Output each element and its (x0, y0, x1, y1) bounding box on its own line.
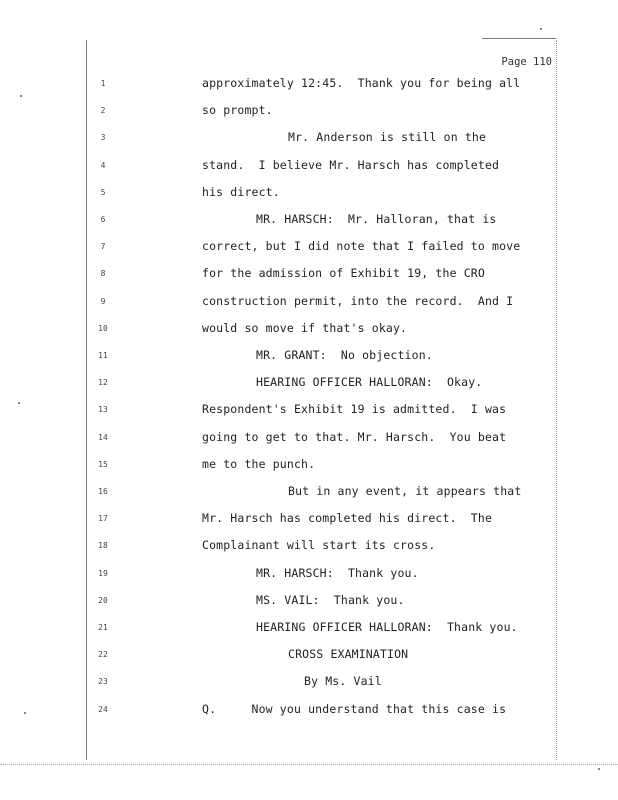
transcript-line (0, 348, 618, 364)
line-number: 13 (98, 405, 108, 415)
line-number: 10 (98, 323, 108, 333)
transcript-line (0, 239, 618, 255)
transcript-line (0, 294, 618, 310)
line-number: 21 (98, 623, 108, 632)
transcript-line (0, 647, 618, 663)
line-text: MR. GRANT: No objection. (256, 348, 433, 362)
transcript-line (0, 321, 618, 337)
line-text: HEARING OFFICER HALLORAN: Okay. (256, 375, 483, 390)
line-text: But in any event, it appears that (288, 484, 522, 498)
scan-speck (598, 768, 600, 770)
line-number: 3 (100, 133, 106, 143)
line-text: would so move if that's okay. (202, 320, 408, 335)
line-number: 7 (100, 242, 106, 252)
line-text: MS. VAIL: Thank you. (256, 592, 405, 607)
line-text: me to the punch. (202, 456, 316, 471)
line-number: 9 (100, 296, 106, 306)
transcript-line (0, 620, 618, 636)
transcript-line (0, 430, 618, 446)
line-number: 11 (98, 351, 108, 360)
transcript-line (0, 266, 618, 282)
line-number: 20 (98, 595, 108, 605)
line-text: Mr. Harsch has completed his direct. The (202, 511, 493, 526)
line-text: MR. HARSCH: Thank you. (256, 565, 419, 580)
scan-speck (24, 712, 26, 714)
scan-speck (18, 402, 20, 404)
line-text: Complainant will start its cross. (202, 538, 436, 553)
line-text: MR. HARSCH: Mr. Halloran, that is (256, 212, 497, 226)
line-number: 15 (98, 459, 108, 469)
transcript-line (0, 212, 618, 228)
transcript-line (0, 484, 618, 500)
line-number: 17 (98, 514, 108, 524)
line-number: 16 (98, 487, 108, 496)
line-number: 22 (98, 650, 108, 660)
transcript-line (0, 158, 618, 174)
transcript-line (0, 76, 618, 92)
line-number: 19 (98, 568, 108, 578)
line-number: 23 (98, 677, 108, 687)
line-number: 12 (98, 378, 108, 388)
line-number: 5 (100, 187, 106, 197)
bottom-rule (0, 764, 618, 765)
line-text: construction permit, into the record. And I (202, 293, 514, 308)
line-text: so prompt. (202, 103, 273, 118)
page-number: Page 110 (501, 56, 552, 68)
scan-speck (20, 95, 22, 97)
line-text: stand. I believe Mr. Harsch has completed (202, 157, 500, 172)
transcript-line (0, 103, 618, 119)
transcript-line (0, 674, 618, 690)
transcript-line (0, 457, 618, 473)
line-text: HEARING OFFICER HALLORAN: Thank you. (256, 620, 518, 634)
transcript-line (0, 538, 618, 554)
transcript-line (0, 185, 618, 201)
line-number: 14 (98, 432, 108, 442)
line-text: going to get to that. Mr. Harsch. You beat (202, 429, 507, 444)
transcript-line (0, 130, 618, 146)
transcript-line (0, 593, 618, 609)
line-number: 18 (98, 541, 108, 551)
transcript-line (0, 511, 618, 527)
line-number: 6 (100, 215, 106, 224)
line-text: Respondent's Exhibit 19 is admitted. I was (202, 402, 507, 417)
line-text: By Ms. Vail (304, 674, 382, 689)
line-number: 8 (100, 269, 106, 279)
line-text: CROSS EXAMINATION (288, 647, 409, 662)
line-number: 1 (100, 79, 106, 88)
transcript-line (0, 702, 618, 718)
line-text: his direct. (202, 184, 280, 199)
transcript-line (0, 375, 618, 391)
line-text: approximately 12:45. Thank you for being all (202, 76, 521, 90)
line-text: Q. Now you understand that this case is (202, 701, 507, 716)
top-rule (482, 38, 556, 39)
line-text: for the admission of Exhibit 19, the CRO (202, 266, 485, 281)
transcript-line (0, 402, 618, 418)
line-number: 24 (98, 704, 108, 714)
transcript-line (0, 566, 618, 582)
line-text: Mr. Anderson is still on the (288, 130, 487, 145)
line-text: correct, but I did note that I failed to move (202, 239, 521, 254)
line-number: 4 (100, 160, 106, 170)
line-number: 2 (100, 106, 106, 116)
scan-speck (540, 28, 542, 30)
